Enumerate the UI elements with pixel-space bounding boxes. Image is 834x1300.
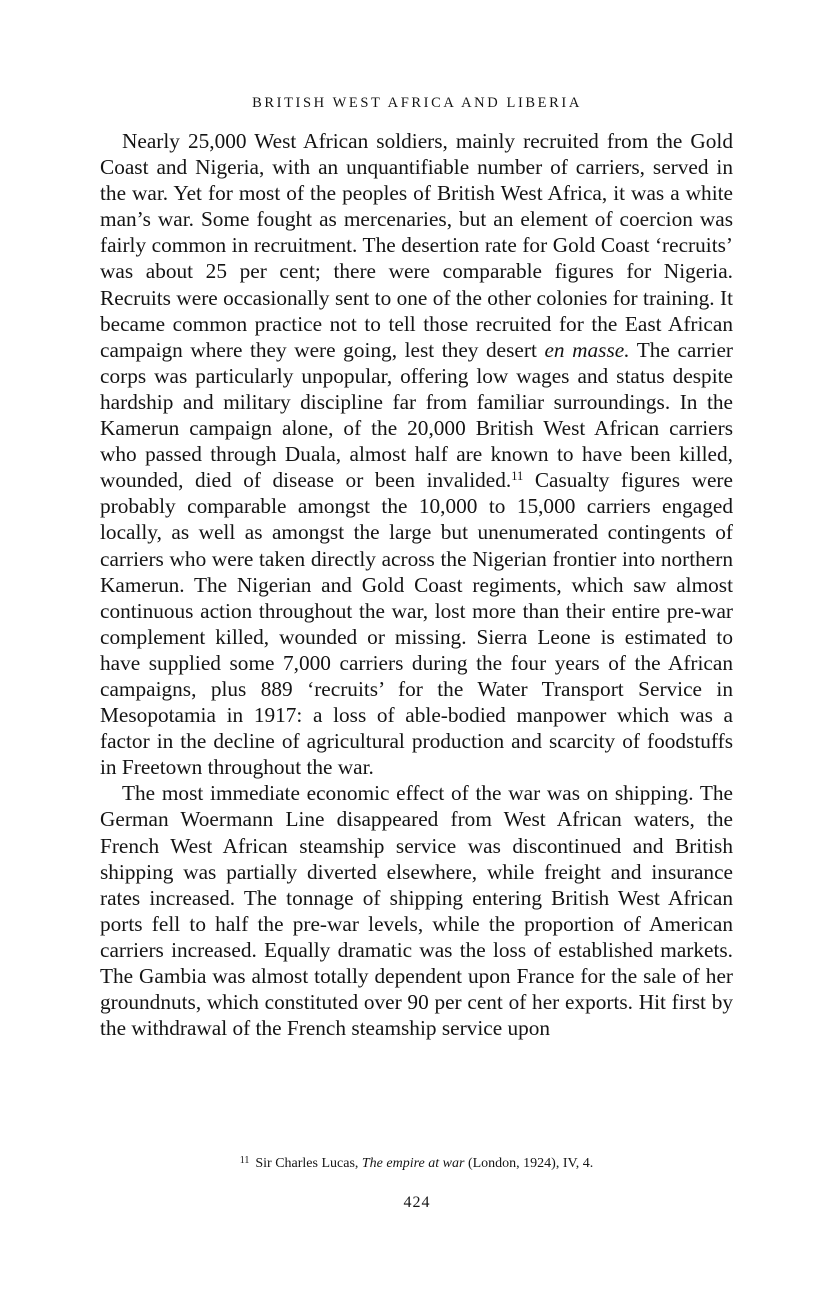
paragraph-2: The most immediate economic effect of the war was on shipping. The German Woermann Line disappeared from West African waters, the French West African steamship service was discontinued and British shipping was partially diverted elsewhere, while freight and insurance rates increased. The tonnage of shipping entering British West African ports fell to half the pre-war levels, while the proportion of American carriers increased. Equally dramatic was the loss of established markets. The Gambia was almost totally dependent upon France for the sale of her groundnuts, which constituted over 90 per cent of her exports. Hit first by the withdrawal of the French steamship service upon: [100, 781, 733, 1041]
paragraph-1-part-2: The carrier corps was particularly unpopular, offering low wages and status despite hardship and military discipline far from familiar surroundings. In the Kamerun campaign alone, of the 20,000 British West African carriers who passed through Duala, almost half are known to have been killed, wounded, died of disease or been invalided.: [100, 337, 733, 493]
body-text: [100, 128, 733, 1041]
footnote: [100, 1155, 733, 1172]
footnote-text-before: Sir Charles Lucas,: [255, 1156, 359, 1171]
footnote-mark: 11: [239, 1155, 250, 1166]
paragraph-1-part-1: Nearly 25,000 West African soldiers, mainly recruited from the Gold Coast and Nigeria, with an unquantifiable number of carriers, served in the war. Yet for most of the peoples of British West Africa, it was a white man’s war. Some fought as mercenaries, but an element of coercion was fairly common in recruitment. The desertion rate for Gold Coast ‘recruits’ was about 25 per cent; there were comparable figures for Nigeria. Recruits were occasionally sent to one of the other colonies for training. It became common practice not to tell those recruited for the East African campaign where they were going, lest they desert: [100, 129, 733, 362]
footnote-title: The empire at war: [361, 1156, 465, 1171]
running-head: BRITISH WEST AFRICA AND LIBERIA: [252, 95, 582, 111]
footnote-text-after: (London, 1924), IV, 4.: [467, 1156, 594, 1171]
paragraph-1-part-3: Casualty figures were probably comparable amongst the 10,000 to 15,000 carriers engaged locally, as well as amongst the large but unenumerated contingents of carriers who were taken directly across the Nigerian frontier into northern Kamerun. The Nigerian and Gold Coast regiments, which saw almost continuous action throughout the war, lost more than their entire pre-war complement killed, wounded or missing. Sierra Leone is estimated to have supplied some 7,000 carriers during the four years of the African campaigns, plus 889 ‘recruits’ for the Water Transport Service in Mesopotamia in 1917: a loss of able-bodied manpower which was a factor in the decline of agricultural production and scarcity of foodstuffs in Freetown throughout the war.: [100, 468, 733, 780]
page-number: 424: [403, 1194, 431, 1211]
paragraph-1: [100, 128, 733, 780]
footnote-reference: 11: [511, 469, 524, 484]
italic-phrase: en masse.: [544, 337, 630, 362]
